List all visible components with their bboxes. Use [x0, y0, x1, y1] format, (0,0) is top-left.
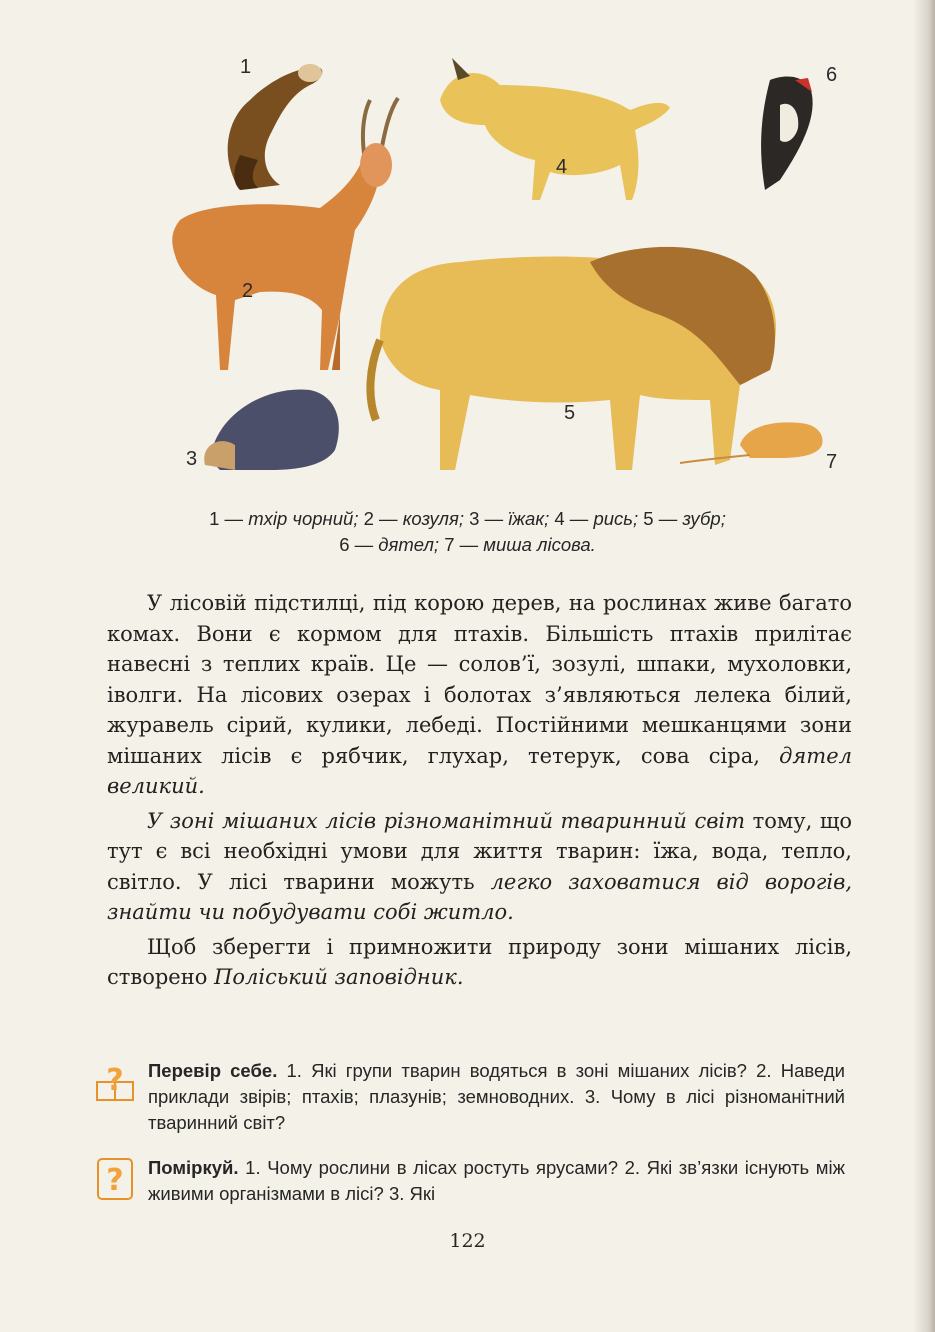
caption-num: 4 — — [554, 508, 589, 529]
think-text — [148, 1155, 845, 1207]
figure-number: 3 — [186, 448, 198, 470]
check-yourself-title: Перевір себе. — [148, 1060, 278, 1081]
figure-number: 1 — [240, 56, 252, 78]
think-block — [95, 1155, 845, 1207]
paragraph-emphasis: дятел великий. — [107, 743, 852, 798]
check-yourself-text — [148, 1058, 845, 1136]
paragraph — [107, 588, 852, 802]
caption-num: 6 — — [339, 534, 374, 555]
think-title: Поміркуй. — [148, 1157, 239, 1178]
caption-line-1 — [100, 506, 835, 532]
caption-name: їжак; — [508, 508, 550, 529]
figure-caption — [100, 506, 835, 558]
caption-name: тхір чорний; — [248, 508, 359, 529]
paragraph-text: Щоб зберегти і примножити природу зони мішаних лісів, створено — [107, 934, 852, 989]
caption-name: зубр; — [682, 508, 726, 529]
bison-drawing — [370, 247, 776, 470]
wood-mouse-drawing — [680, 422, 823, 463]
figure-number: 6 — [826, 64, 838, 86]
polecat-drawing — [228, 64, 323, 190]
roe-deer-drawing — [172, 98, 398, 370]
lynx-drawing — [440, 58, 670, 200]
svg-text:?: ? — [106, 1063, 124, 1098]
figure-number: 5 — [564, 402, 576, 424]
paragraph-emphasis: У зоні мішаних лісів різноманітний тваринний світ — [147, 808, 746, 833]
caption-num: 5 — — [643, 508, 678, 529]
caption-num: 2 — — [363, 508, 398, 529]
caption-name: козуля; — [402, 508, 464, 529]
animals-illustration — [140, 40, 860, 500]
paragraph-emphasis: легко заховатися від ворогів, знайти чи побудувати собі житло. — [107, 869, 852, 924]
caption-line-2 — [100, 532, 835, 558]
animals-drawing — [140, 40, 860, 500]
paragraph — [107, 806, 852, 928]
figure-number: 2 — [242, 280, 254, 302]
caption-num: 7 — — [444, 534, 479, 555]
paragraph-emphasis: Поліський заповідник. — [214, 965, 464, 989]
svg-text:?: ? — [106, 1163, 124, 1198]
woodpecker-drawing — [761, 76, 813, 190]
check-yourself-block — [95, 1058, 845, 1136]
main-text — [107, 588, 852, 993]
paragraph-text: тому, що тут є всі необхідні умови для життя тварин: їжа, вода, тепло, світло. У лісі тварини можуть — [107, 808, 852, 894]
question-icon — [95, 1157, 135, 1201]
hedgehog-drawing — [204, 389, 339, 470]
caption-name: дятел; — [378, 534, 440, 555]
caption-num: 1 — — [209, 508, 244, 529]
page-edge-shadow — [913, 0, 935, 1332]
caption-name: рись; — [593, 508, 639, 529]
caption-name: миша лісова. — [483, 534, 596, 555]
figure-number: 7 — [826, 451, 838, 473]
caption-num: 3 — — [469, 508, 504, 529]
think-questions: 1. Чому рослини в лісах ростуть ярусами? 2. Які зв’язки існують між живими організмами в лісі? 3. Які — [148, 1157, 845, 1204]
paragraph-text: У лісовій підстилці, під корою дерев, на рослинах живе багато комах. Вони є кормом для птахів. Більшість птахів прилітає навесні з теплих країв. Це — солов’ї, зозулі, шпаки, мухоловки, іволги. На лісових озерах і болотах з’являються лелека білий, журавель сірий, кулики, лебеді. Постійними мешканцями зони мішаних лісів є рябчик, глухар, тетерук, сова сіра, — [107, 591, 852, 768]
page-number: 122 — [449, 1230, 486, 1252]
figure-number: 4 — [556, 156, 568, 178]
paragraph — [107, 932, 852, 993]
question-book-icon — [95, 1060, 135, 1104]
check-yourself-questions: 1. Які групи тварин водяться в зоні мішаних лісів? 2. Наведи приклади звірів; птахів; плазунів; земноводних. 3. Чому в лісі різноманітний тваринний світ? — [148, 1060, 845, 1133]
